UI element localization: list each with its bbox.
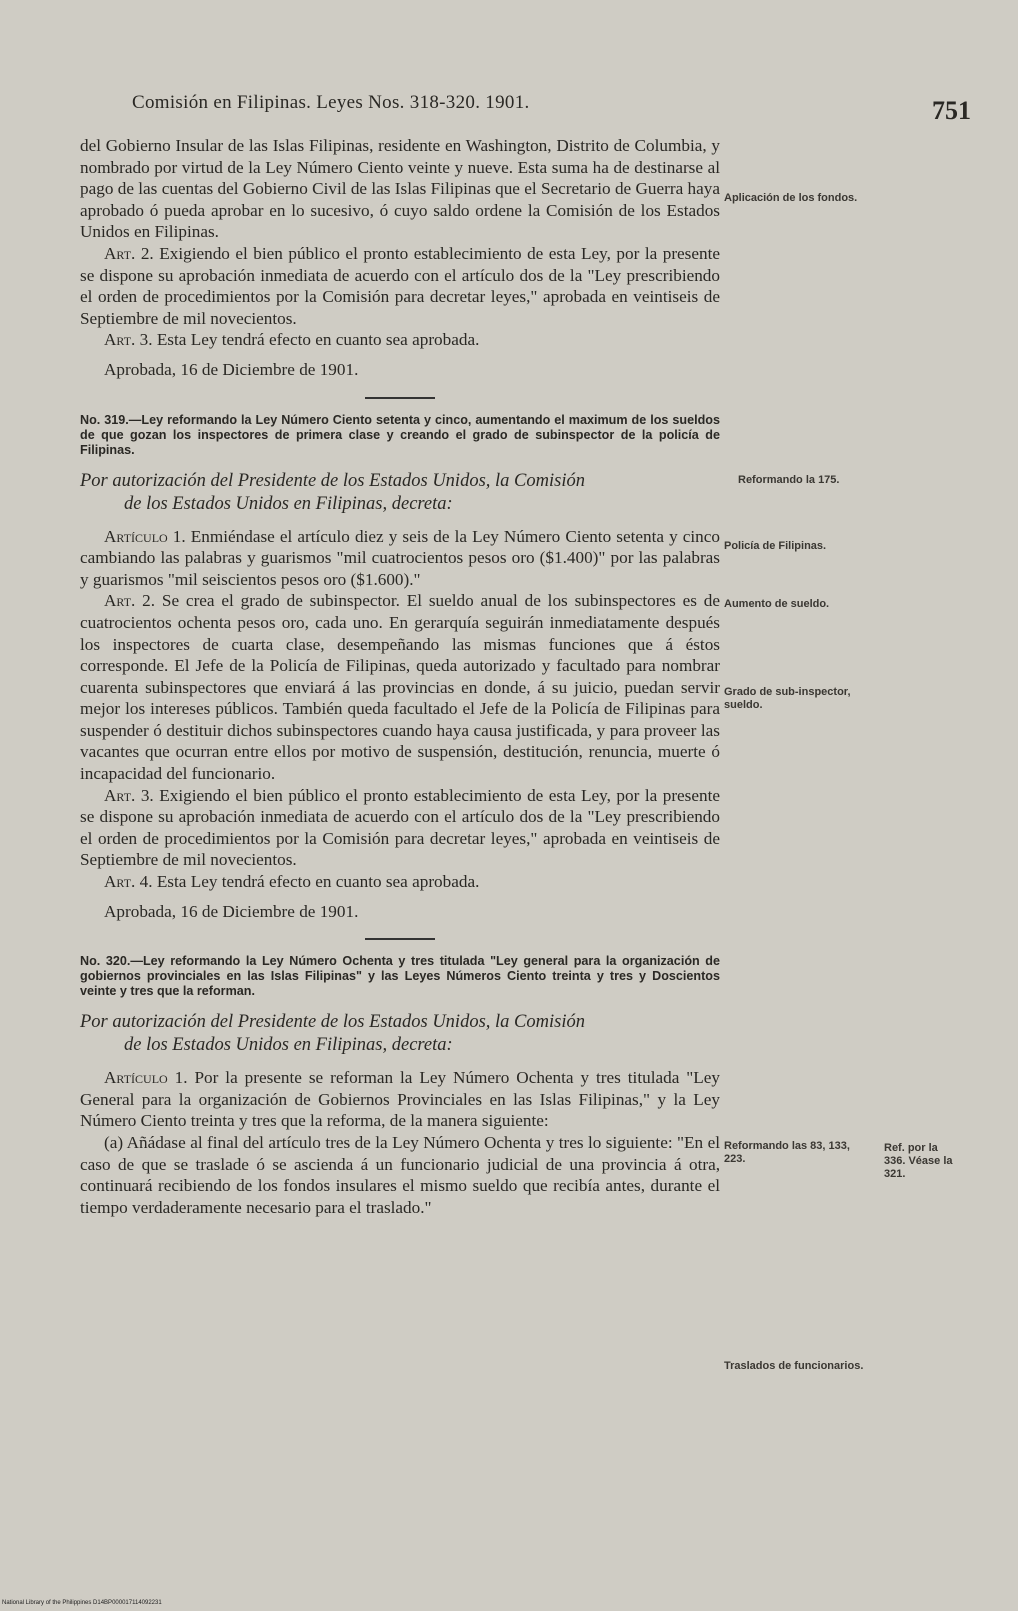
section-divider [365, 397, 435, 399]
law319-article-1 [80, 526, 720, 591]
margin-note-reformando-83: Reformando las 83, 133, 223. [724, 1140, 850, 1165]
law318-article-2 [80, 243, 720, 329]
article-text: Por la presente se reforman la Ley Número Ochenta y tres titulada "Ley General para la organización de Gobiernos Provinciales en las Islas Filipinas," y la Ley Número Ciento treinta y tres que la reforma, de la manera siguiente: [80, 1068, 721, 1131]
article-text: Exigiendo el bien público el pronto establecimiento de esta Ley, por la presente se dispone su aprobación inmediata de acuerdo con el artículo dos de la "Ley prescribiendo el orden de procedimientos por la Comisión para decretar leyes," aprobada en veintiseis de Septiembre de mil novecientos. [80, 243, 721, 328]
article-label: Art. 2. [104, 243, 154, 263]
law318-article-3 [80, 329, 720, 351]
page-number: 751 [932, 96, 971, 125]
law320-preamble [80, 1011, 720, 1057]
law319-approval-date: Aprobada, 16 de Diciembre de 1901. [104, 901, 359, 921]
law319-article-4 [80, 871, 720, 893]
law320-clause-a [80, 1132, 720, 1218]
law318-paragraph: del Gobierno Insular de las Islas Filipinas, residente en Washington, Distrito de Columbia, y nombrado por virtud de la Ley Número Ciento veinte y nueve. Esta suma ha de destinarse al pago de las cuentas del Gobierno Civil de las Islas Filipinas que el Secretario de Guerra haya aprobado ó pueda aprobar en lo sucesivo, ó cuyo saldo ordene la Comisión de los Estados Unidos en Filipinas. [80, 136, 720, 242]
margin-note-aumento: Aumento de sueldo. [724, 598, 830, 610]
law319-preamble [80, 470, 720, 516]
preamble-line-1: Por autorización del Presidente de los Estados Unidos, la Comisión [80, 470, 585, 491]
law318-approval-date: Aprobada, 16 de Diciembre de 1901. [104, 359, 359, 379]
section-divider [365, 938, 435, 940]
margin-note-grado: Grado de sub-inspector, sueldo. [724, 686, 851, 711]
article-label: Art. 2. [104, 591, 156, 611]
clause-label: (a) [104, 1133, 124, 1152]
article-text: Enmiéndase el artículo diez y seis de la Ley Número Ciento setenta y cinco cambiando las palabras y guarismos "mil cuatrocientos pesos oro ($1.400)" por las palabras y guarismos "mil seiscientos pesos oro ($1.600)." [80, 526, 720, 589]
article-text: Esta Ley tendrá efecto en cuanto sea aprobada. [156, 872, 480, 892]
law319-heading: No. 319.—Ley reformando la Ley Número Ciento setenta y cinco, aumentando el maximum de los sueldos de que gozan los inspectores de primera clase y creando el grado de subinspector de la policía de Filipinas. [80, 412, 720, 457]
article-text: Se crea el grado de subinspector. El sueldo anual de los subinspectores es de cuatrocientos ochenta pesos oro, cada uno. En gerarquía seguirán inmediatamente después los inspectores de cuarta clase, desempeñando las mismas funciones que á éstos corresponde. El Jefe de la Policía de Filipinas, queda autorizado y facultado para nombrar cuarenta subinspectores que enviará á las provincias en donde, á su juicio, puedan servir mejor los intereses públicos. También queda facultado el Jefe de la Policía de Filipinas para suspender ó destituir dichos subinspectores cuando haya causa justificada, y para proveer las vacantes que ocurran entre ellos por motivo de suspensión, destitución, renuncia, muerte ó incapacidad del funcionario. [80, 591, 720, 784]
margin-note-traslados: Traslados de funcionarios. [724, 1360, 864, 1372]
article-label: Art. 3. [104, 330, 153, 350]
law320-heading: No. 320.—Ley reformando la Ley Número Ochenta y tres titulada "Ley general para la organización de gobiernos provinciales en las Islas Filipinas" y las Leyes Números Ciento treinta y tres y Doscientos veinte y tres que la reforman. [80, 954, 720, 999]
preamble-line-2: de los Estados Unidos en Filipinas, decreta: [124, 493, 453, 514]
article-label: Artículo 1. [104, 526, 186, 546]
law319-article-2 [80, 590, 720, 784]
article-label: Art. 4. [104, 872, 153, 892]
margin-note-policia: Policía de Filipinas. [724, 540, 827, 552]
article-text: Exigiendo el bien público el pronto establecimiento de esta Ley, por la presente se dispone su aprobación inmediata de acuerdo con el artículo dos de la "Ley prescribiendo el orden de procedimientos por la Comisión para decretar leyes," aprobada en veintiseis de Septiembre de mil novecientos. [80, 785, 721, 870]
article-label: Artículo 1. [104, 1068, 188, 1088]
running-header: Comisión en Filipinas. Leyes Nos. 318-320. 1901. [132, 92, 530, 113]
margin-note-reformando-175: Reformando la 175. [738, 474, 840, 486]
body-text [80, 135, 720, 1218]
preamble-line-1: Por autorización del Presidente de los Estados Unidos, la Comisión [80, 1012, 585, 1033]
law320-article-1 [80, 1067, 720, 1132]
preamble-line-2: de los Estados Unidos en Filipinas, decreta: [124, 1035, 453, 1056]
clause-text: Añádase al final del artículo tres de la Ley Número Ochenta y tres lo siguiente: "En el caso de que se traslade ó se ascienda á un funcionario judicial de una provincia á otra, continuará recibiendo de los fondos insulares el mismo sueldo que recibía antes, durante el tiempo verdaderamente necesario para el traslado." [80, 1133, 720, 1217]
article-label: Art. 3. [104, 785, 154, 805]
scan-footer: National Library of the Philippines D14BP000017114092231 [2, 1600, 162, 1606]
article-text: Esta Ley tendrá efecto en cuanto sea aprobada. [156, 330, 480, 350]
margin-note-aplicacion: Aplicación de los fondos. [724, 192, 858, 204]
law319-article-3 [80, 785, 720, 871]
margin-note-ref-por: Ref. por la 336. Véase la 321. [884, 1142, 953, 1180]
